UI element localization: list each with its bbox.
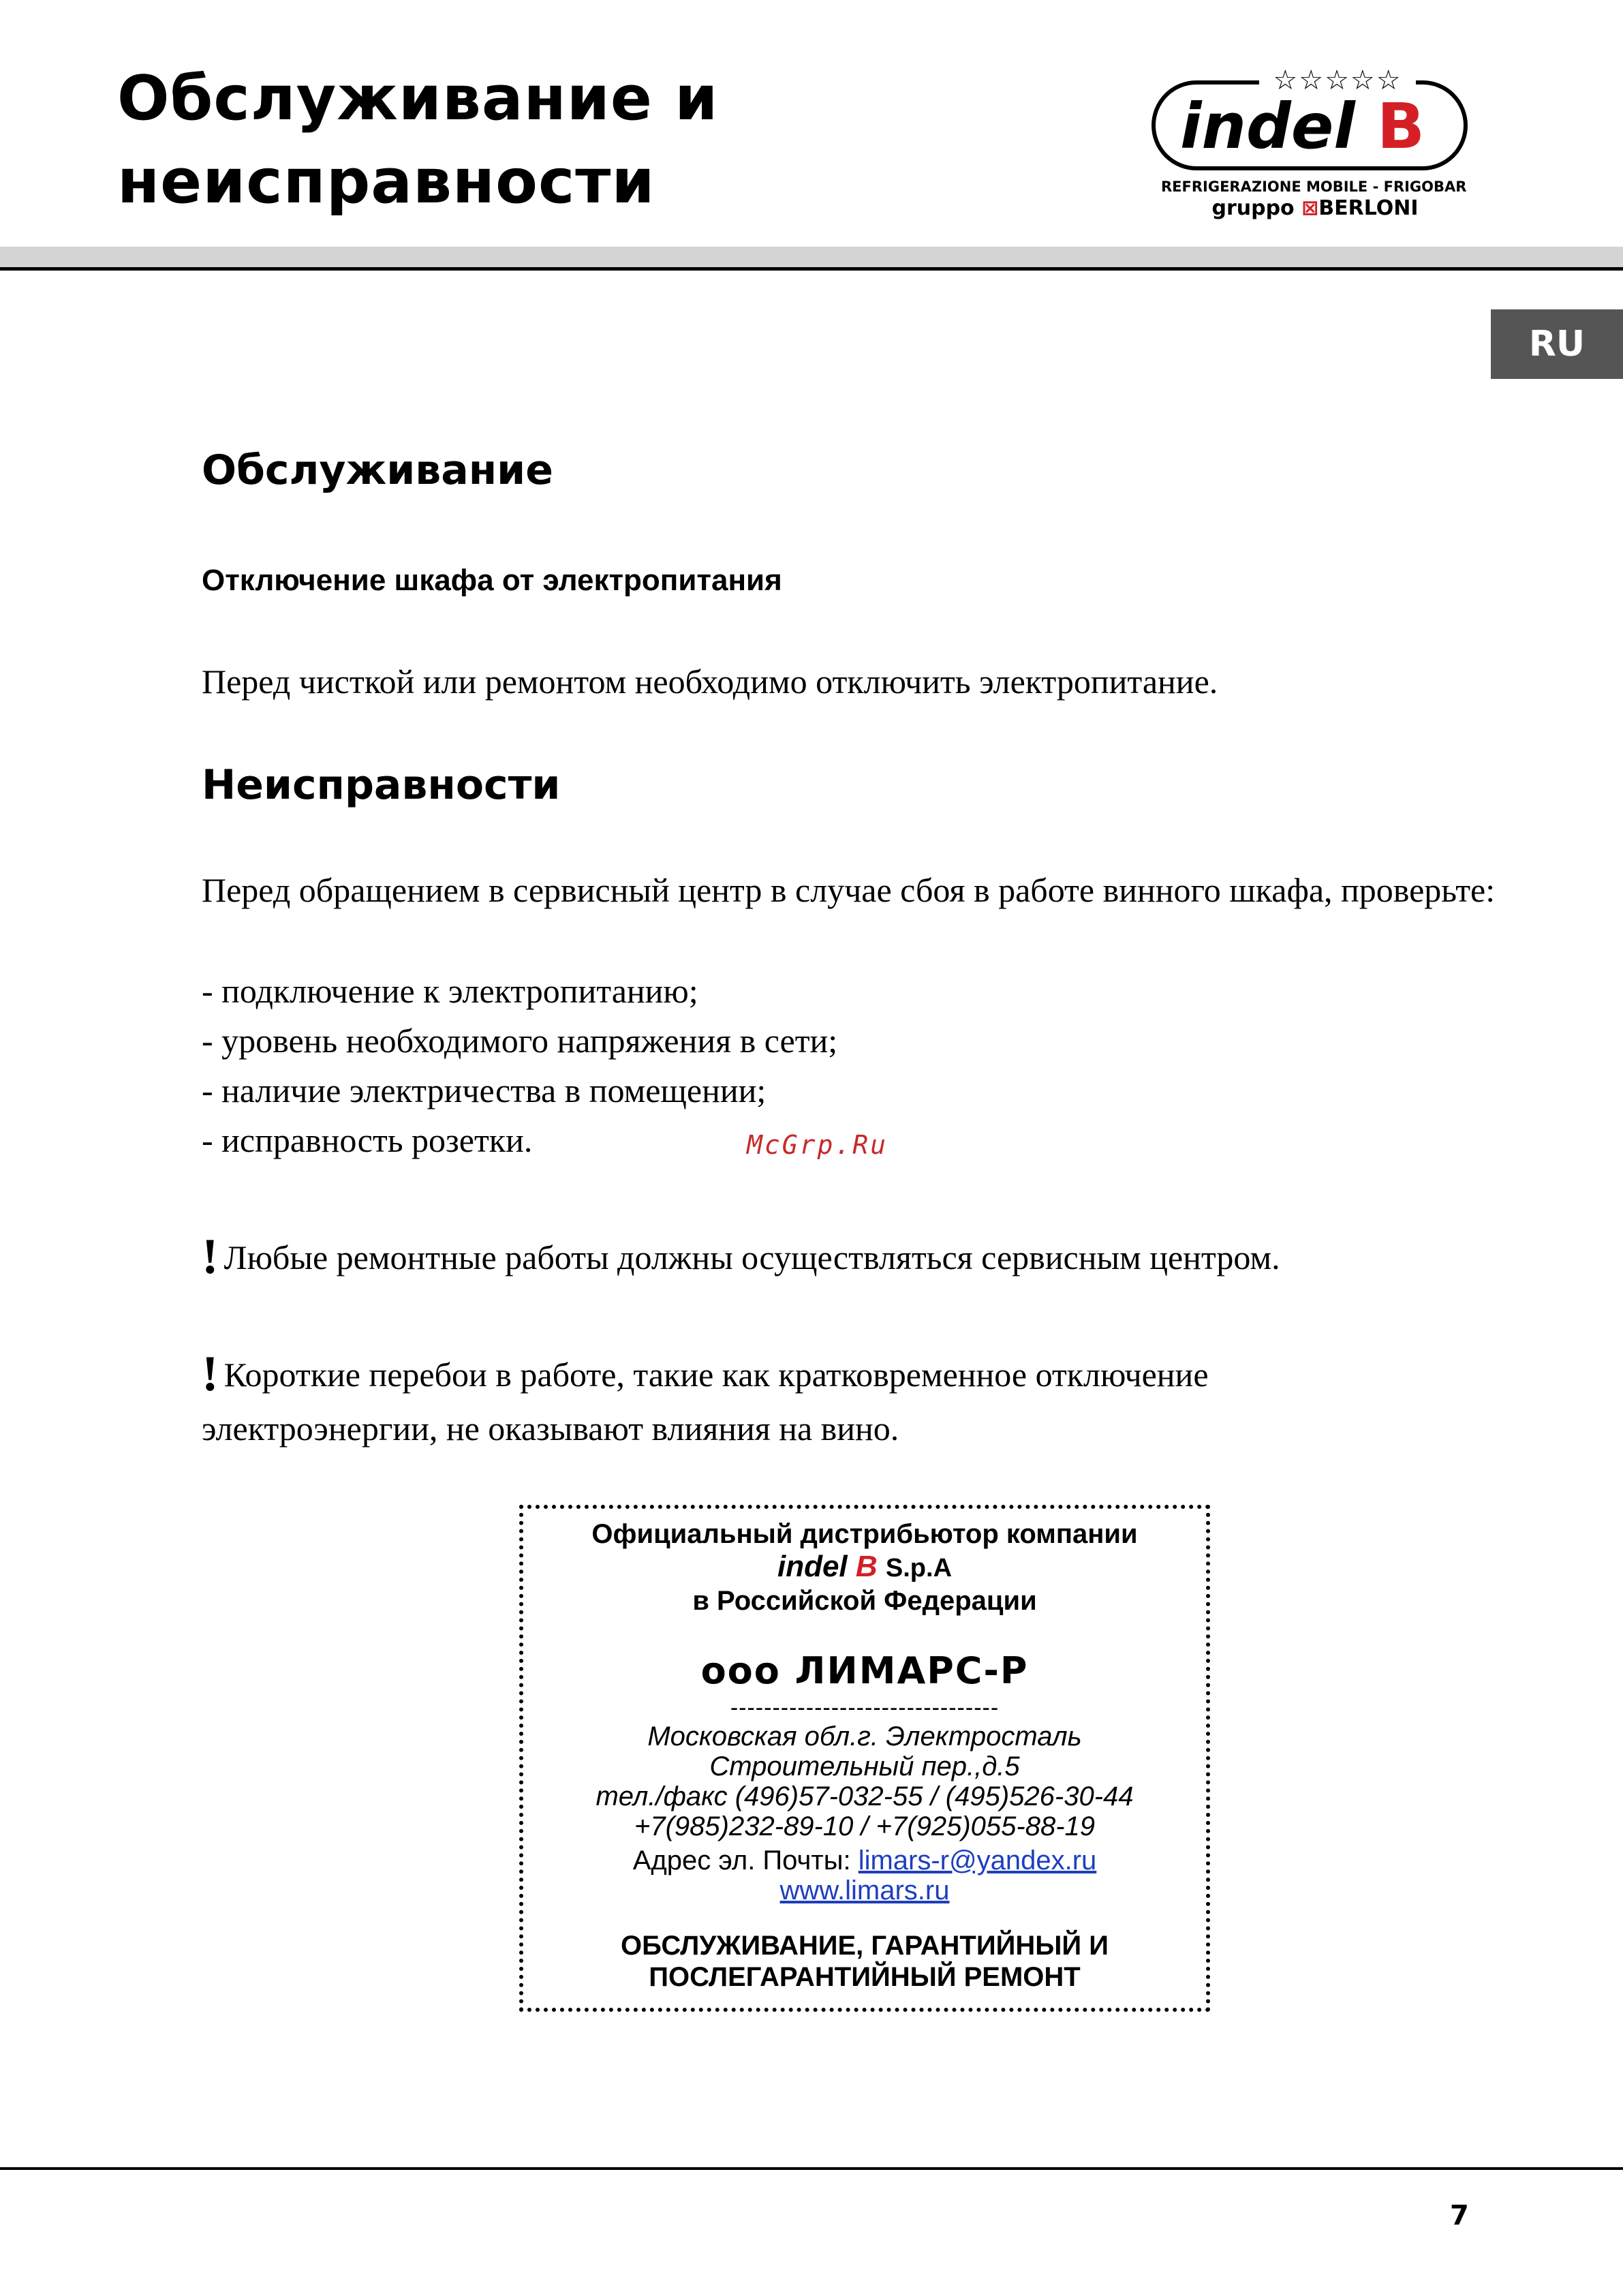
logo-word: indel xyxy=(1180,90,1355,163)
services-line-1: ОБСЛУЖИВАНИЕ, ГАРАНТИЙНЫЙ И xyxy=(621,1931,1109,1961)
email-link[interactable]: limars-r@yandex.ru xyxy=(858,1846,1097,1876)
logo-tagline: REFRIGERAZIONE MOBILE - FRIGOBAR xyxy=(1161,179,1467,195)
footer-divider xyxy=(0,2167,1623,2170)
page-title xyxy=(117,57,1003,224)
address-line-1: Московская обл.г. Электросталь xyxy=(647,1721,1082,1751)
logo-group xyxy=(1192,196,1438,220)
faults-intro: Перед обращением в сервисный центр в случае сбоя в работе винного шкафа, проверьте: xyxy=(202,871,1496,909)
website-link[interactable]: www.limars.ru xyxy=(779,1876,950,1905)
watermark: McGrp.Ru xyxy=(747,1130,888,1160)
language-tab: RU xyxy=(1491,309,1623,379)
header-gray-bar xyxy=(0,247,1623,267)
indel-b-logo xyxy=(1151,67,1479,224)
distributor-brand-word: indel xyxy=(777,1550,848,1583)
faults-heading: Неисправности xyxy=(202,761,561,809)
distributor-box xyxy=(519,1505,1210,2012)
check-item-voltage: - уровень необходимого напряжения в сети; xyxy=(202,1022,838,1060)
logo-group-prefix: gruppo xyxy=(1211,196,1295,220)
company-name: ооо ЛИМАРС-Р xyxy=(700,1649,1029,1692)
page-number: 7 xyxy=(1450,2200,1469,2231)
logo-letter: B xyxy=(1376,90,1425,163)
exclamation-icon: ! xyxy=(202,1229,219,1285)
phones-line-2: +7(985)232-89-10 / +7(925)055-88-19 xyxy=(634,1811,1096,1841)
warning-repairs xyxy=(202,1229,1280,1285)
distributor-brand xyxy=(523,1550,1206,1585)
warning-outages xyxy=(202,1346,1209,1402)
logo-stars-icon: ☆☆☆☆☆ xyxy=(1259,67,1416,94)
warning-outages-line-2: электроэнергии, не оказывают влияния на вино. xyxy=(202,1409,899,1448)
berloni-icon: ⊠ xyxy=(1301,196,1319,220)
address-line-2: Строительный пер.,д.5 xyxy=(709,1751,1020,1781)
company-separator: -------------------------------- xyxy=(730,1695,1000,1721)
page-title-line-1: Обслуживание и xyxy=(117,63,719,134)
warning-outages-line-1: Короткие перебои в работе, такие как кратковременное отключение xyxy=(223,1356,1209,1394)
services-line-2: ПОСЛЕГАРАНТИЙНЫЙ РЕМОНТ xyxy=(649,1962,1081,1992)
check-item-socket: - исправность розетки. xyxy=(202,1121,533,1159)
distributor-brand-suffix: S.p.A xyxy=(885,1554,953,1582)
email-line xyxy=(523,1846,1206,1876)
service-heading: Обслуживание xyxy=(202,446,553,494)
service-subheading: Отключение шкафа от электропитания xyxy=(202,564,782,597)
warning-repairs-text: Любые ремонтные работы должны осуществляться сервисным центром. xyxy=(223,1238,1280,1276)
header-divider xyxy=(0,267,1623,271)
service-text: Перед чисткой или ремонтом необходимо отключить электропитание. xyxy=(202,662,1218,701)
logo-wordmark xyxy=(1180,90,1425,163)
check-item-electricity: - наличие электричества в помещении; xyxy=(202,1071,767,1109)
logo-group-name: BERLONI xyxy=(1318,196,1419,220)
distributor-line-3: в Российской Федерации xyxy=(692,1586,1037,1616)
page-title-line-2: неисправности xyxy=(117,146,655,217)
exclamation-icon: ! xyxy=(202,1346,219,1402)
distributor-brand-letter: B xyxy=(855,1550,878,1583)
email-label: Адрес эл. Почты: xyxy=(632,1846,851,1876)
check-item-power: - подключение к электропитанию; xyxy=(202,972,698,1010)
phones-line-1: тел./факс (496)57-032-55 / (495)526-30-44 xyxy=(596,1781,1134,1811)
distributor-line-1: Официальный дистрибьютор компании xyxy=(591,1519,1138,1549)
website-line xyxy=(523,1876,1206,1905)
